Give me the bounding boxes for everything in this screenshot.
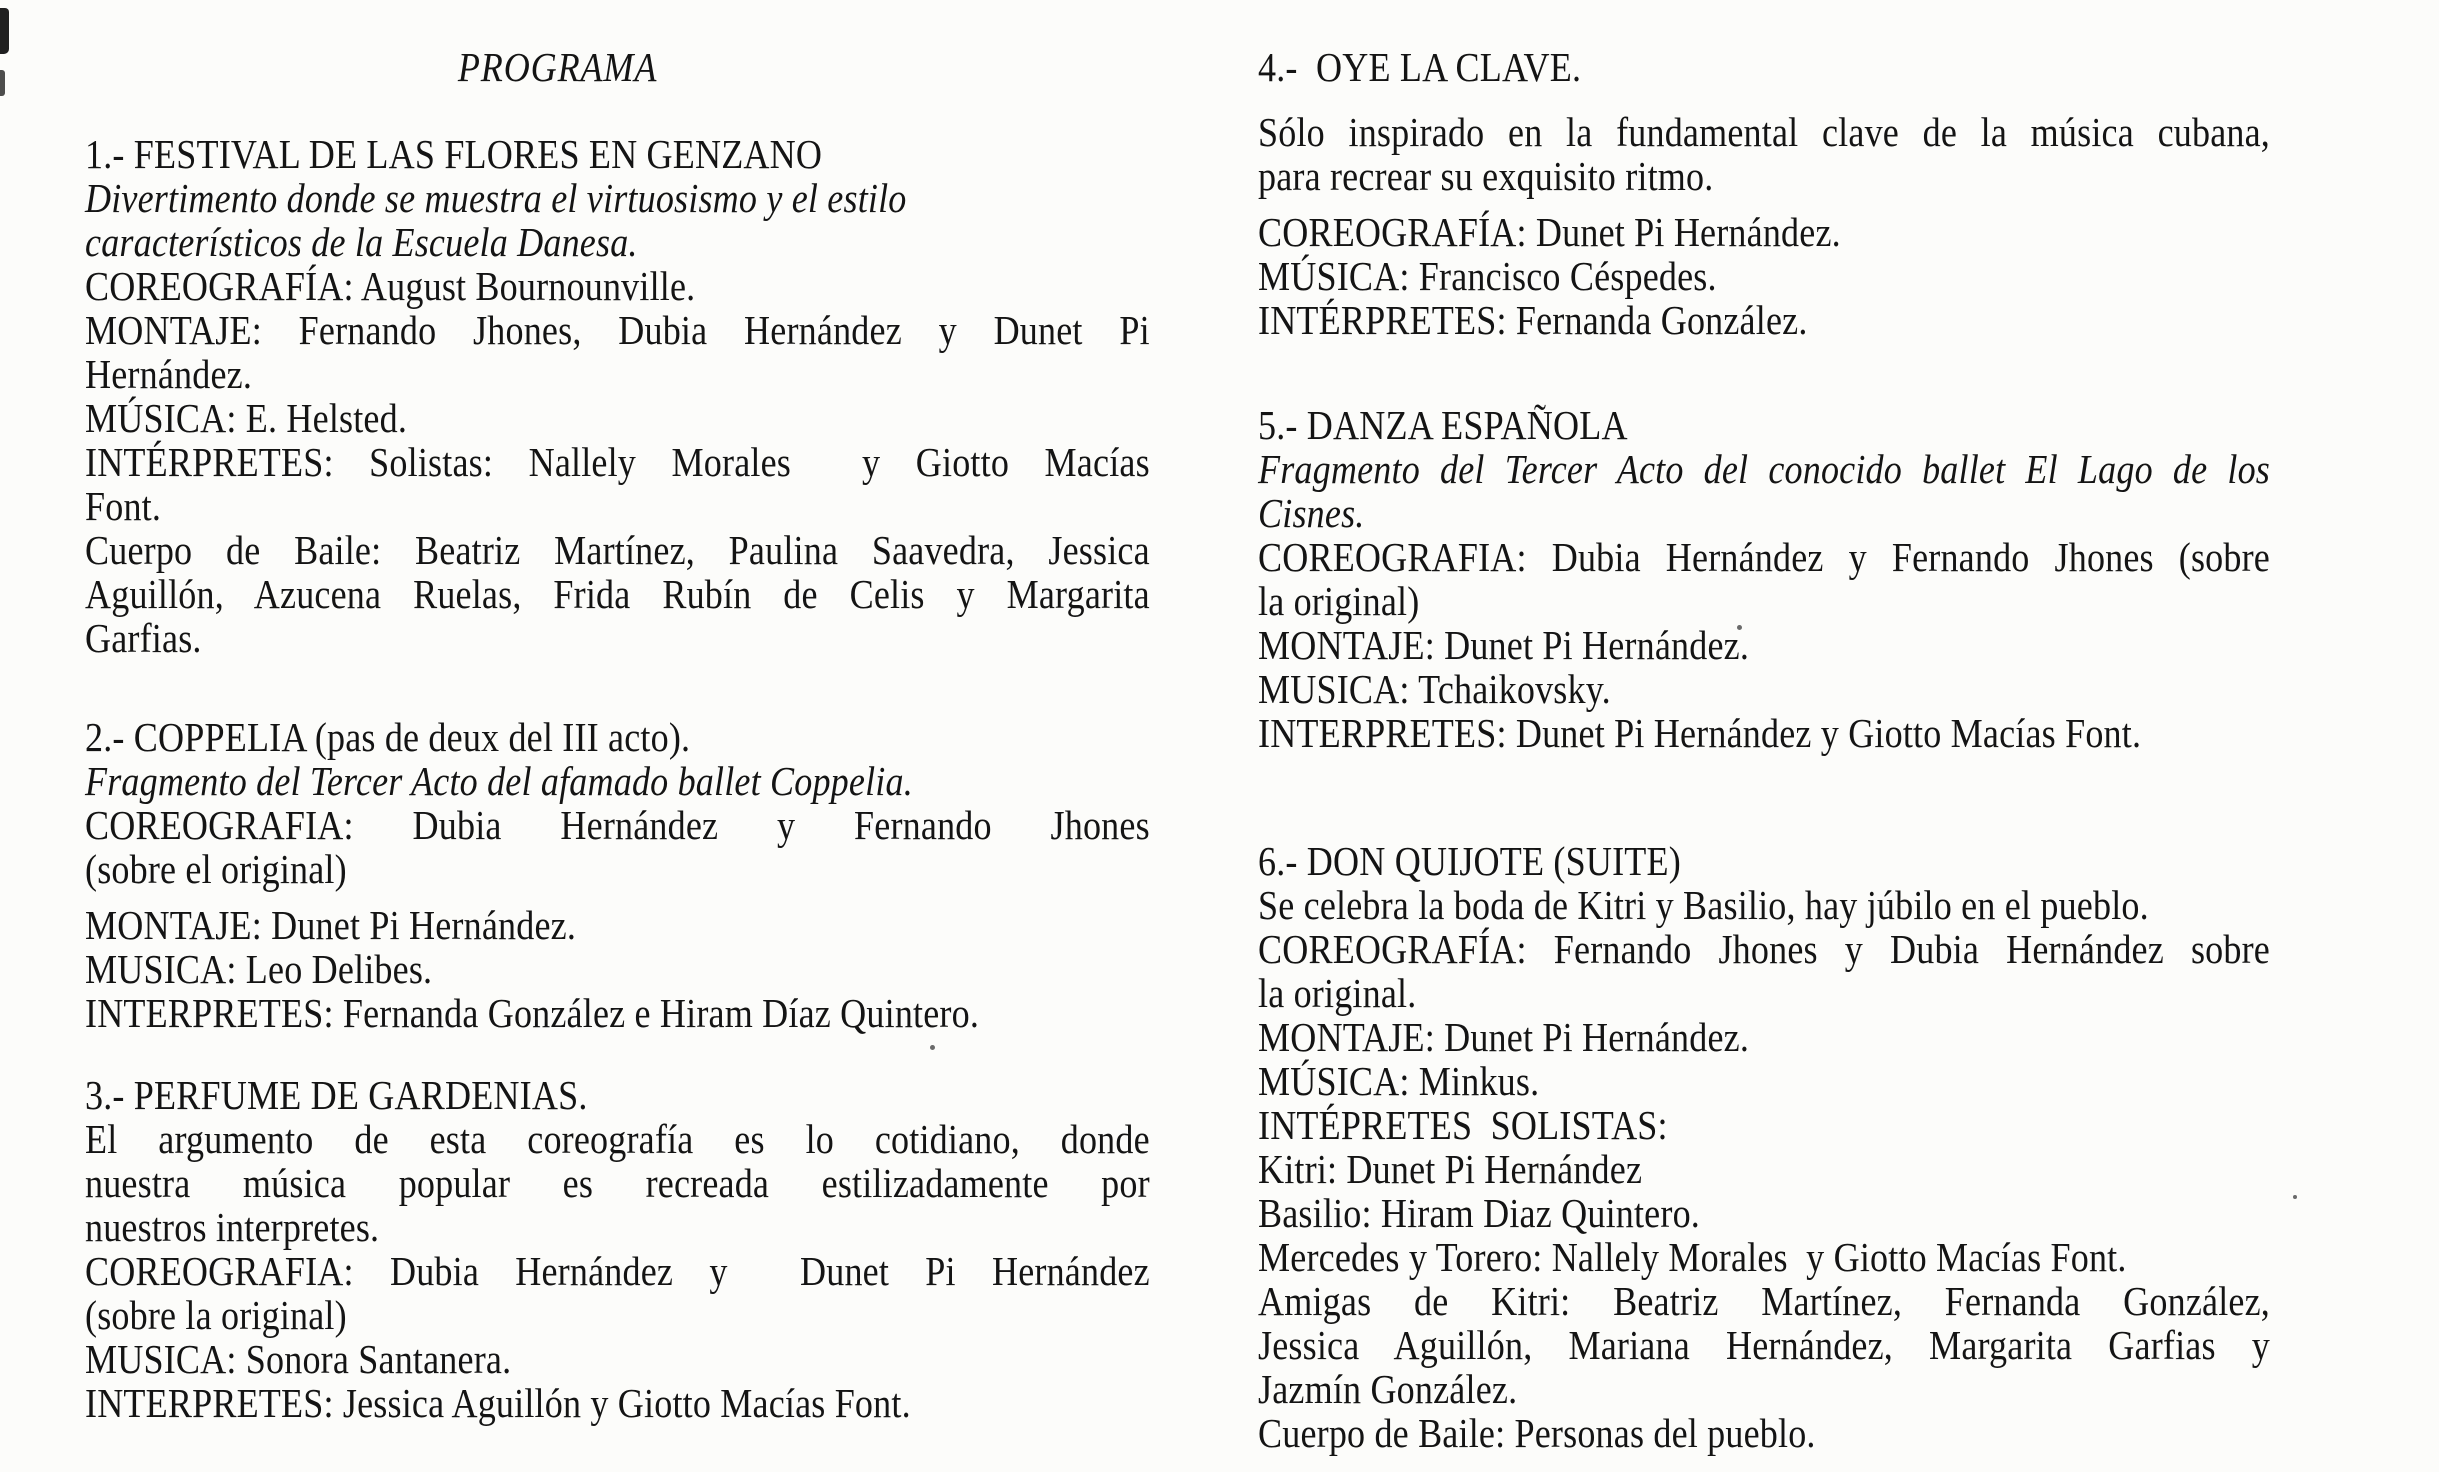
text-line: Mercedes y Torero: Nallely Morales y Giotto Macías Font. xyxy=(1258,1234,2127,1280)
text-line: MUSICA: Leo Delibes. xyxy=(85,946,433,992)
text-line: COREOGRAFIA: Dubia Hernández y Fernando Jhones (sobre xyxy=(1258,534,2270,580)
text-line: MÚSICA: Francisco Céspedes. xyxy=(1258,253,1717,299)
text-line: Garfias. xyxy=(85,615,202,661)
text-line: nuestra música popular es recreada estilizadamente por xyxy=(85,1160,1150,1206)
text-line: para recrear su exquisito ritmo. xyxy=(1258,153,1714,199)
text-line: INTÉPRETES SOLISTAS: xyxy=(1258,1102,1668,1148)
text-line: MONTAJE: Dunet Pi Hernández. xyxy=(1258,622,1750,668)
text-line: nuestros interpretes. xyxy=(85,1204,380,1250)
text-line: Basilio: Hiram Diaz Quintero. xyxy=(1258,1190,1700,1236)
scan-edge-artifact xyxy=(0,70,5,96)
text-line: Jazmín González. xyxy=(1258,1366,1518,1412)
text-line: (sobre el original) xyxy=(85,846,347,892)
text-line: Cuerpo de Baile: Beatriz Martínez, Paulina Saavedra, Jessica xyxy=(85,527,1150,573)
text-line: El argumento de esta coreografía es lo cotidiano, donde xyxy=(85,1116,1150,1162)
section-perfume-gardenias xyxy=(85,1073,1150,1425)
text-line: la original. xyxy=(1258,970,1417,1016)
text-line: MONTAJE: Dunet Pi Hernández. xyxy=(85,902,577,948)
section-heading: 3.- PERFUME DE GARDENIAS. xyxy=(85,1072,588,1118)
text-line: (sobre la original) xyxy=(85,1292,347,1338)
text-line: INTERPRETES: Fernanda González e Hiram Díaz Quintero. xyxy=(85,990,980,1036)
text-line: característicos de la Escuela Danesa. xyxy=(85,219,638,265)
section-heading: 5.- DANZA ESPAÑOLA xyxy=(1258,402,1628,448)
text-line: Cisnes. xyxy=(1258,490,1365,536)
text-line: COREOGRAFIA: Dubia Hernández y Dunet Pi Hernández xyxy=(85,1248,1150,1294)
text-line: COREOGRAFIA: Dubia Hernández y Fernando Jhones xyxy=(85,802,1150,848)
section-heading: 1.- FESTIVAL DE LAS FLORES EN GENZANO xyxy=(85,131,823,177)
text-line: COREOGRAFÍA: Dunet Pi Hernández. xyxy=(1258,209,1841,255)
section-danza-espanola xyxy=(1258,403,2270,755)
text-line: Aguillón, Azucena Ruelas, Frida Rubín de Celis y Margarita xyxy=(85,571,1150,617)
text-line: la original) xyxy=(1258,578,1420,624)
text-line: COREOGRAFÍA: August Bournounville. xyxy=(85,263,696,309)
section-heading: 6.- DON QUIJOTE (SUITE) xyxy=(1258,838,1681,884)
text-line: Amigas de Kitri: Beatriz Martínez, Fernanda González, xyxy=(1258,1278,2270,1324)
text-line: COREOGRAFÍA: Fernando Jhones y Dubia Hernández sobre xyxy=(1258,926,2270,972)
text-line: MUSICA: Tchaikovsky. xyxy=(1258,666,1611,712)
text-line: MONTAJE: Fernando Jhones, Dubia Hernández y Dunet Pi xyxy=(85,307,1150,353)
text-line: MONTAJE: Dunet Pi Hernández. xyxy=(1258,1014,1750,1060)
text-line: Cuerpo de Baile: Personas del pueblo. xyxy=(1258,1410,1816,1456)
scan-edge-artifact xyxy=(0,8,9,54)
text-line: INTÉRPRETES: Solistas: Nallely Morales y Giotto Macías xyxy=(85,439,1150,485)
page-title: PROGRAMA xyxy=(457,44,658,90)
text-line: INTERPRETES: Jessica Aguillón y Giotto Macías Font. xyxy=(85,1380,911,1426)
text-line: Se celebra la boda de Kitri y Basilio, hay júbilo en el pueblo. xyxy=(1258,882,2149,928)
section-oye-la-clave xyxy=(1258,45,2270,342)
text-line: MUSICA: Sonora Santanera. xyxy=(85,1336,512,1382)
right-column xyxy=(1258,45,2270,1455)
text-line: Kitri: Dunet Pi Hernández xyxy=(1258,1146,1643,1192)
text-line: Jessica Aguillón, Mariana Hernández, Margarita Garfias y xyxy=(1258,1322,2270,1368)
text-line: Hernández. xyxy=(85,351,253,397)
section-heading: 2.- COPPELIA (pas de deux del III acto). xyxy=(85,714,691,760)
text-line: INTERPRETES: Dunet Pi Hernández y Giotto Macías Font. xyxy=(1258,710,2142,756)
left-column xyxy=(85,45,1150,1425)
section-coppelia xyxy=(85,715,1150,1035)
section-heading: 4.- OYE LA CLAVE. xyxy=(1258,44,1582,90)
text-line: Fragmento del Tercer Acto del conocido ballet El Lago de los xyxy=(1258,446,2270,492)
text-line: INTÉRPRETES: Fernanda González. xyxy=(1258,297,1808,343)
section-don-quijote xyxy=(1258,839,2270,1455)
text-line: Sólo inspirado en la fundamental clave de la música cubana, xyxy=(1258,109,2270,155)
section-festival-genzano xyxy=(85,132,1150,660)
text-line: Fragmento del Tercer Acto del afamado ballet Coppelia. xyxy=(85,758,913,804)
text-line: Divertimento donde se muestra el virtuosismo y el estilo xyxy=(85,175,907,221)
text-line: Font. xyxy=(85,483,162,529)
scan-noise-dot xyxy=(2293,1195,2297,1199)
text-line: MÚSICA: E. Helsted. xyxy=(85,395,408,441)
text-line: MÚSICA: Minkus. xyxy=(1258,1058,1540,1104)
